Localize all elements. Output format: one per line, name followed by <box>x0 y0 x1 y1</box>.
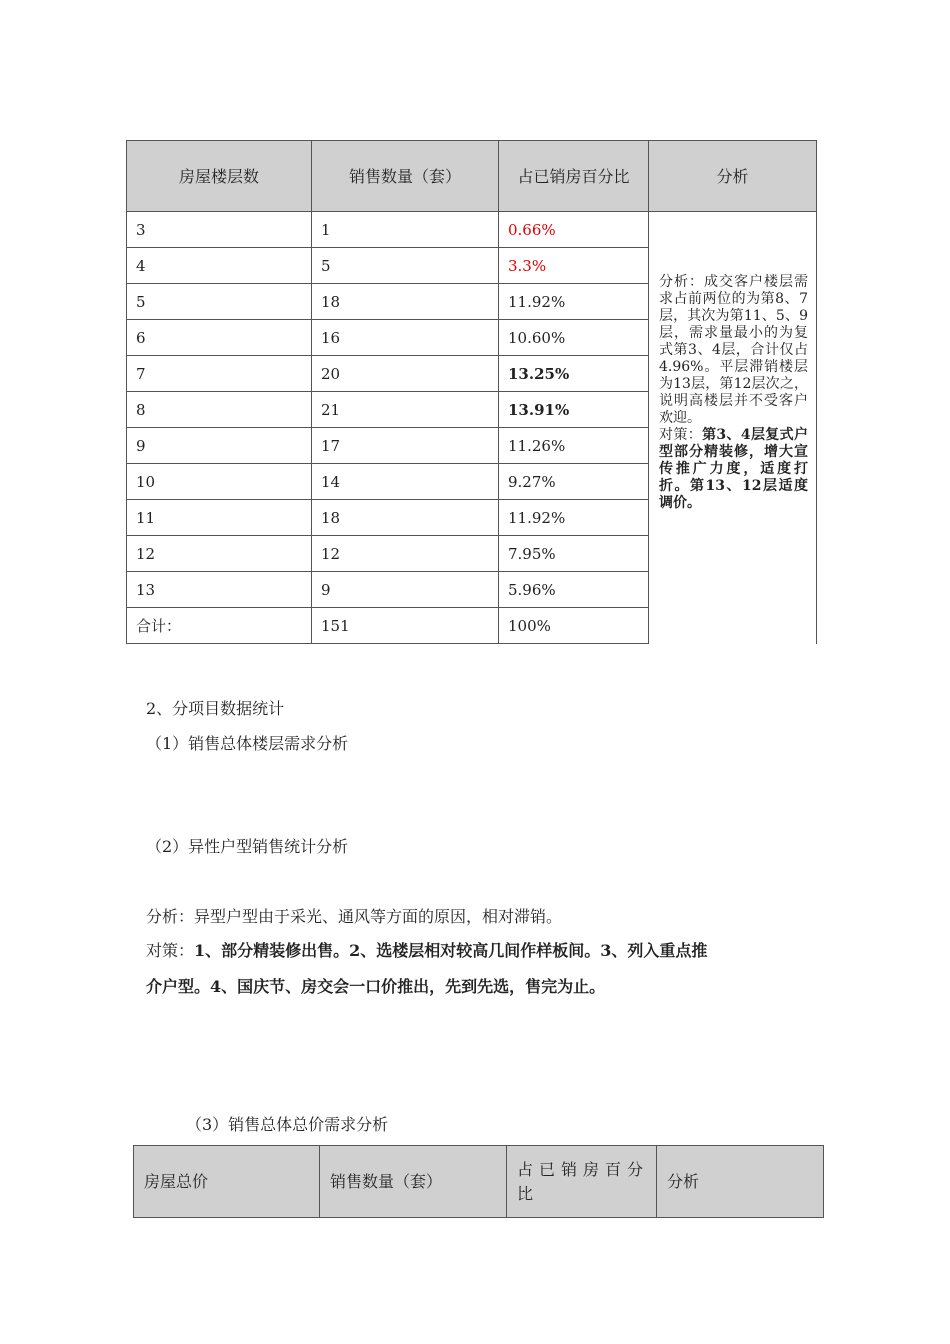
floor-cell: 12 <box>127 536 312 572</box>
strategy-paragraph-line1 <box>146 938 707 961</box>
percent-cell: 5.96% <box>499 572 649 608</box>
floor-cell: 11 <box>127 500 312 536</box>
header-percent: 占已销房百分比 <box>507 1146 657 1218</box>
count-cell: 5 <box>312 248 499 284</box>
floor-cell: 9 <box>127 428 312 464</box>
table-header-row <box>127 141 817 212</box>
floor-cell: 8 <box>127 392 312 428</box>
subsection-2-title: （2）异性户型销售统计分析 <box>146 837 349 856</box>
strategy-label: 对策： <box>146 941 195 960</box>
count-cell: 18 <box>312 284 499 320</box>
count-cell: 20 <box>312 356 499 392</box>
table-header-row <box>134 1146 824 1218</box>
percent-cell: 13.25% <box>499 356 649 392</box>
count-cell: 151 <box>312 608 499 644</box>
table-row <box>127 212 817 248</box>
percent-cell: 13.91% <box>499 392 649 428</box>
strategy-label: 对策： <box>659 427 703 443</box>
subsection-3-title: （3）销售总体总价需求分析 <box>186 1115 389 1134</box>
analysis-cell <box>649 212 817 644</box>
count-cell: 21 <box>312 392 499 428</box>
strategy-paragraph-line2: 介户型。4、国庆节、房交会一口价推出，先到先选，售完为止。 <box>146 977 606 996</box>
header-analysis: 分析 <box>657 1146 824 1218</box>
percent-cell: 0.66% <box>499 212 649 248</box>
percent-cell: 11.26% <box>499 428 649 464</box>
floor-cell: 4 <box>127 248 312 284</box>
section-title: 2、分项目数据统计 <box>146 699 285 718</box>
floor-cell: 13 <box>127 572 312 608</box>
analysis-paragraph: 分析：异型户型由于采光、通风等方面的原因，相对滞销。 <box>146 907 563 926</box>
count-cell: 17 <box>312 428 499 464</box>
percent-cell: 7.95% <box>499 536 649 572</box>
subsection-1-title: （1）销售总体楼层需求分析 <box>146 734 349 753</box>
floor-cell: 合计： <box>127 608 312 644</box>
analysis-text: 分析：成交客户楼层需求占前两位的为第8、7层，其次为第11、5、9层，需求量最小的为复式第3、4层，合计仅占4.96%。平层滞销楼层为13层，第12层次之，说明高楼层并不受客户欢迎。 <box>659 274 808 426</box>
percent-cell: 3.3% <box>499 248 649 284</box>
floor-demand-table <box>126 140 817 644</box>
count-cell: 16 <box>312 320 499 356</box>
header-percent: 占已销房百分比 <box>499 141 649 212</box>
strategy-text: 第3、4层复式户型部分精装修，增大宣传推广力度，适度打折。第13、12层适度调价。 <box>659 427 809 511</box>
count-cell: 18 <box>312 500 499 536</box>
count-cell: 14 <box>312 464 499 500</box>
floor-cell: 3 <box>127 212 312 248</box>
count-cell: 9 <box>312 572 499 608</box>
floor-cell: 10 <box>127 464 312 500</box>
header-count: 销售数量（套） <box>320 1146 507 1218</box>
total-price-table <box>133 1145 824 1218</box>
floor-cell: 7 <box>127 356 312 392</box>
header-count: 销售数量（套） <box>312 141 499 212</box>
percent-cell: 9.27% <box>499 464 649 500</box>
floor-cell: 5 <box>127 284 312 320</box>
count-cell: 12 <box>312 536 499 572</box>
strategy-text: 1、部分精装修出售。2、选楼层相对较高几间作样板间。3、列入重点推 <box>194 941 708 960</box>
floor-cell: 6 <box>127 320 312 356</box>
header-total-price: 房屋总价 <box>134 1146 320 1218</box>
percent-cell: 11.92% <box>499 500 649 536</box>
header-floor: 房屋楼层数 <box>127 141 312 212</box>
count-cell: 1 <box>312 212 499 248</box>
percent-cell: 11.92% <box>499 284 649 320</box>
percent-cell: 100% <box>499 608 649 644</box>
header-analysis: 分析 <box>649 141 817 212</box>
percent-cell: 10.60% <box>499 320 649 356</box>
